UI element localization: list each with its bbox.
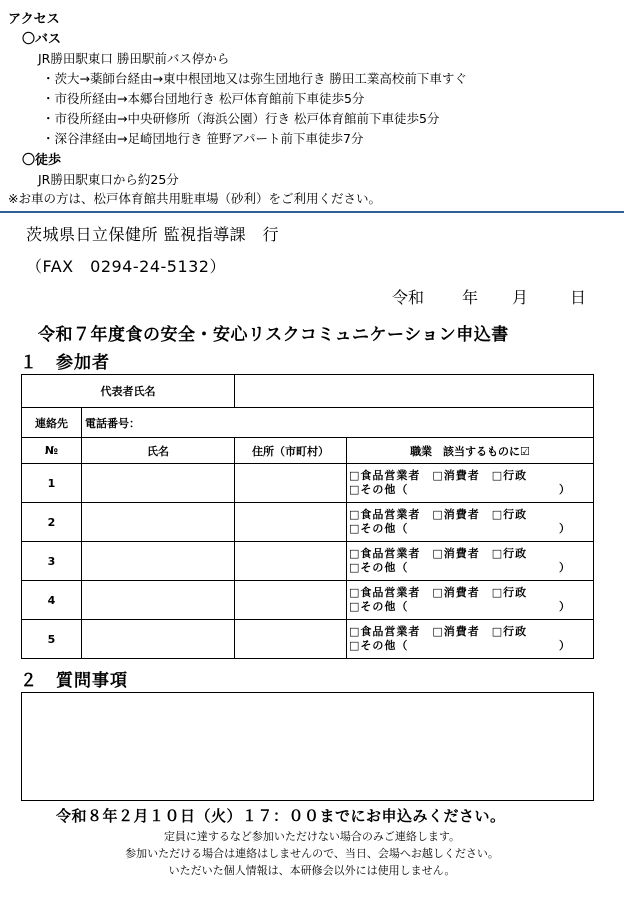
fax-number: （FAX 0294-24-5132） xyxy=(26,257,226,276)
contact-label: 連絡先 xyxy=(22,408,82,438)
bus-origin: JR勝田駅東口 勝田駅前バス停から xyxy=(38,51,230,66)
header-address: 住所（市町村） xyxy=(235,438,347,464)
occupation-options[interactable] xyxy=(347,503,594,542)
table-row xyxy=(22,464,594,503)
name-field[interactable] xyxy=(82,464,235,503)
note-2: 参加いただける場合は連絡はしませんので、当日、会場へお越しください。 xyxy=(125,847,499,860)
phone-field[interactable] xyxy=(82,408,594,438)
occupation-line1[interactable]: □食品営業者 □消費者 □行政 xyxy=(349,508,528,521)
bus-route-3: ・市役所経由→中央研修所（海浜公園）行き 松戸体育館前下車徒歩5分 xyxy=(42,111,440,126)
representative-label: 代表者氏名 xyxy=(22,375,235,408)
section-questions: ２ 質問事項 xyxy=(20,671,128,691)
occupation-options[interactable] xyxy=(347,542,594,581)
participants-table xyxy=(21,374,594,659)
header-no: № xyxy=(22,438,82,464)
occupation-other-close: ） xyxy=(559,561,571,574)
section-participants: １ 参加者 xyxy=(20,353,110,373)
form-title: 令和７年度食の安全・安心リスクコミュニケーション申込書 xyxy=(38,325,509,345)
table-row xyxy=(22,503,594,542)
occupation-line1[interactable]: □食品営業者 □消費者 □行政 xyxy=(349,586,528,599)
representative-name-field[interactable] xyxy=(235,375,594,408)
bus-route-4: ・深谷津経由→足崎団地行き 笹野アパート前下車徒歩7分 xyxy=(42,131,364,146)
note-1: 定員に達するなど参加いただけない場合のみご連絡します。 xyxy=(163,830,461,843)
date-month: 月 xyxy=(512,288,529,307)
bus-heading: 〇バス xyxy=(22,32,62,47)
occupation-other-close: ） xyxy=(559,522,571,535)
occupation-line1[interactable]: □食品営業者 □消費者 □行政 xyxy=(349,547,528,560)
name-field[interactable] xyxy=(82,542,235,581)
row-number: 3 xyxy=(22,542,82,581)
occupation-other-open[interactable]: □その他（ xyxy=(349,639,409,652)
car-note: ※お車の方は、松戸体育館共用駐車場（砂利）をご利用ください。 xyxy=(8,191,381,206)
date-day: 日 xyxy=(570,288,587,307)
phone-label: 電話番号： xyxy=(85,416,140,430)
occupation-other-close: ） xyxy=(559,639,571,652)
walk-heading: 〇徒歩 xyxy=(22,153,62,168)
name-field[interactable] xyxy=(82,581,235,620)
note-3: いただいた個人情報は、本研修会以外には使用しません。 xyxy=(168,864,456,877)
occupation-other-close: ） xyxy=(559,600,571,613)
row-number: 2 xyxy=(22,503,82,542)
occupation-options[interactable] xyxy=(347,581,594,620)
walk-text: JR勝田駅東口から約25分 xyxy=(38,172,179,187)
destination: 茨城県日立保健所 監視指導課 行 xyxy=(26,225,280,244)
deadline: 令和８年２月１０日（火）１７：００までにお申込みください。 xyxy=(56,807,506,825)
header-occupation: 職業 該当するものに☑ xyxy=(347,438,594,464)
row-number: 5 xyxy=(22,620,82,659)
row-number: 1 xyxy=(22,464,82,503)
address-field[interactable] xyxy=(235,581,347,620)
name-field[interactable] xyxy=(82,503,235,542)
date-year: 年 xyxy=(462,288,479,307)
occupation-other-open[interactable]: □その他（ xyxy=(349,561,409,574)
occupation-line1[interactable]: □食品営業者 □消費者 □行政 xyxy=(349,469,528,482)
header-name: 氏名 xyxy=(82,438,235,464)
occupation-options[interactable] xyxy=(347,620,594,659)
bus-route-1: ・茨大→薬師台経由→東中根団地又は弥生団地行き 勝田工業高校前下車すぐ xyxy=(42,71,467,86)
address-field[interactable] xyxy=(235,464,347,503)
section-divider xyxy=(0,211,624,213)
bus-route-2: ・市役所経由→本郷台団地行き 松戸体育館前下車徒歩5分 xyxy=(42,91,365,106)
table-row xyxy=(22,581,594,620)
occupation-other-open[interactable]: □その他（ xyxy=(349,600,409,613)
address-field[interactable] xyxy=(235,503,347,542)
address-field[interactable] xyxy=(235,542,347,581)
occupation-other-close: ） xyxy=(559,483,571,496)
row-number: 4 xyxy=(22,581,82,620)
occupation-other-open[interactable]: □その他（ xyxy=(349,522,409,535)
table-row xyxy=(22,620,594,659)
occupation-other-open[interactable]: □その他（ xyxy=(349,483,409,496)
access-heading: アクセス xyxy=(8,12,60,27)
occupation-line1[interactable]: □食品営業者 □消費者 □行政 xyxy=(349,625,528,638)
questions-textarea[interactable] xyxy=(21,692,594,801)
name-field[interactable] xyxy=(82,620,235,659)
date-era: 令和 xyxy=(392,288,425,307)
table-row xyxy=(22,542,594,581)
occupation-options[interactable] xyxy=(347,464,594,503)
address-field[interactable] xyxy=(235,620,347,659)
